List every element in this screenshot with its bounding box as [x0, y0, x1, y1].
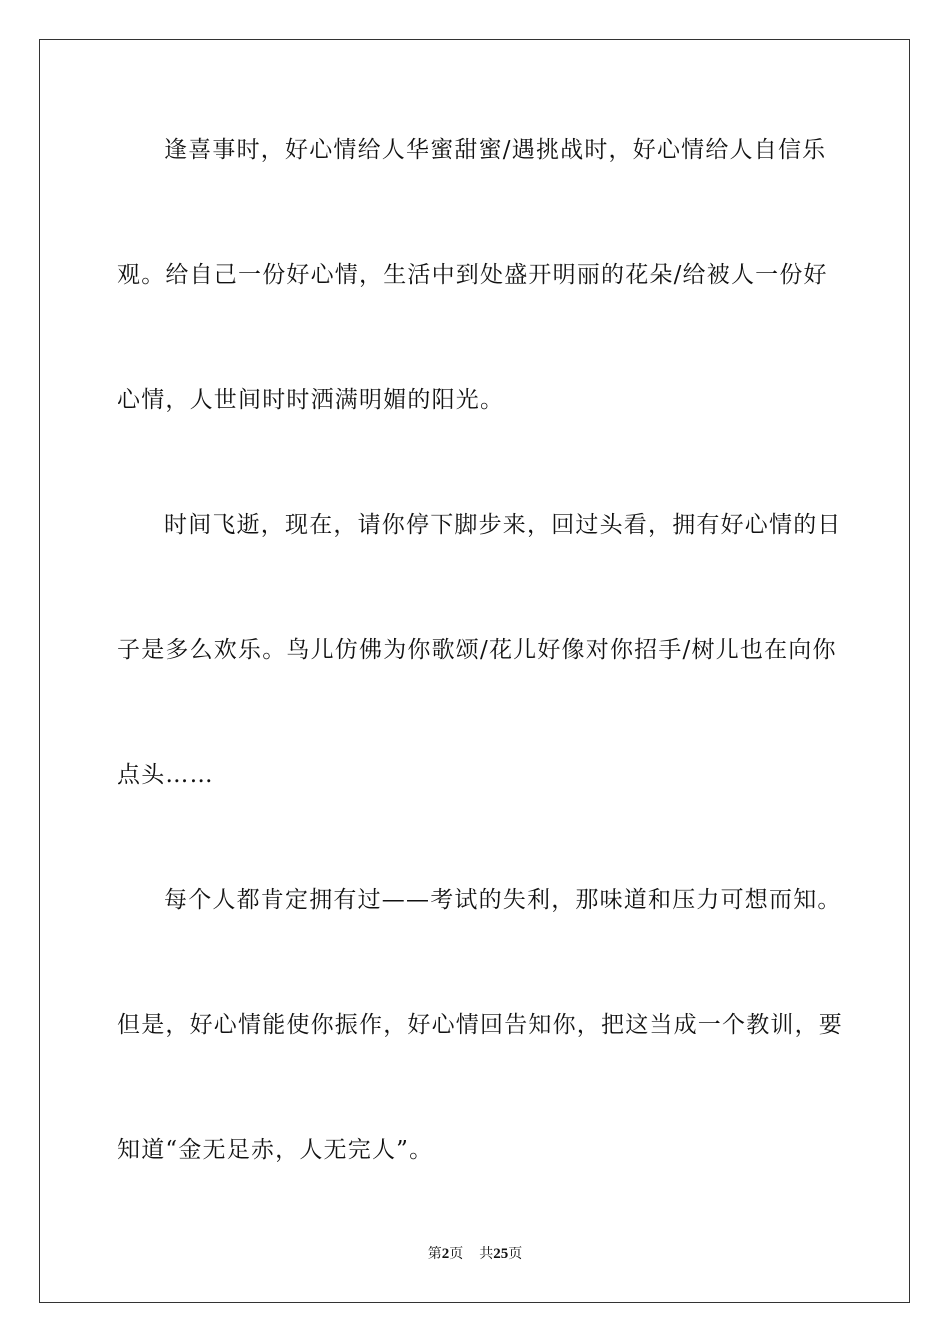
page-number-suffix: 页: [449, 1246, 464, 1262]
page-total-prefix: 共: [479, 1246, 494, 1262]
paragraph-1-line-1: 逢喜事时，好心情给人华蜜甜蜜/遇挑战时，好心情给人自信乐: [164, 137, 827, 163]
paragraph-1-line-2: 观。给自己一份好心情，生活中到处盛开明丽的花朵/给被人一份好: [117, 262, 828, 288]
paragraph-3-line-3: 知道“金无足赤，人无完人”。: [117, 1137, 434, 1163]
paragraph-2-line-1: 时间飞逝，现在，请你停下脚步来，回过头看，拥有好心情的日: [164, 512, 842, 538]
page-number-prefix: 第: [427, 1246, 442, 1262]
page-footer: [0, 1244, 950, 1264]
page-border: [39, 39, 910, 1303]
paragraph-2-line-3: 点头……: [117, 762, 214, 788]
paragraph-2-line-2: 子是多么欢乐。鸟儿仿佛为你歌颂/花儿好像对你招手/树儿也在向你: [117, 637, 837, 663]
paragraph-3-line-2: 但是，好心情能使你振作，好心情回告知你，把这当成一个教训，要: [117, 1012, 843, 1038]
page-total-count: 25: [493, 1246, 509, 1262]
paragraph-1-line-3: 心情，人世间时时洒满明媚的阳光。: [117, 387, 505, 413]
paragraph-3-line-1: 每个人都肯定拥有过——考试的失利，那味道和压力可想而知。: [164, 887, 842, 913]
page-number-current: 2: [441, 1246, 450, 1262]
page-total-suffix: 页: [508, 1246, 523, 1262]
